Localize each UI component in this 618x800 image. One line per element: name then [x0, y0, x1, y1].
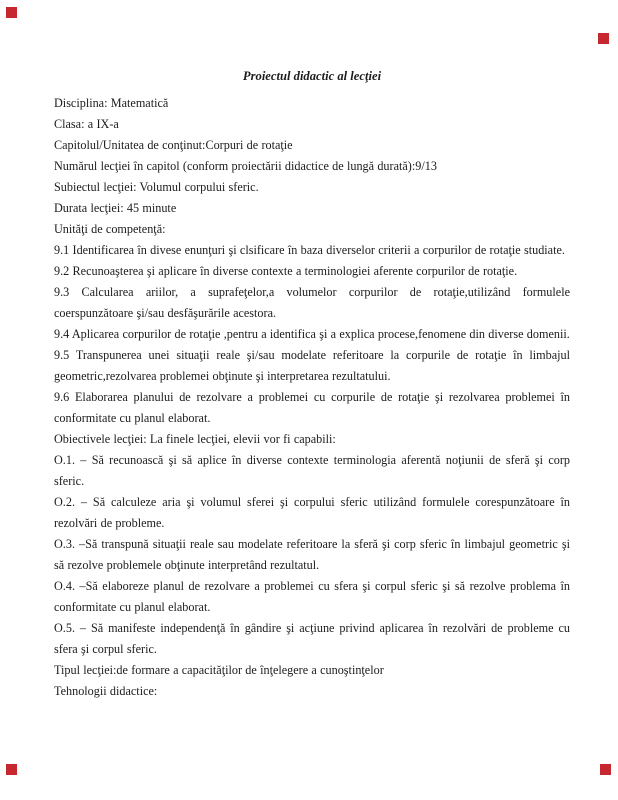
corner-marker-bottom-left	[6, 764, 17, 775]
field-chapter-content-unit: Capitolul/Unitatea de conţinut:Corpuri de rotaţie	[54, 138, 293, 152]
field-lesson-type: Tipul lecţiei:de formare a capacităţilor de înţelegere a cunoştinţelor	[54, 663, 384, 677]
field-class: Clasa: a IX-a	[54, 117, 119, 131]
competency-9-6: 9.6 Elaborarea planului de rezolvare a problemei cu corpurile de rotaţie şi rezolvarea problemei în conformitate cu planul elaborat.	[54, 390, 570, 425]
competency-9-4: 9.4 Aplicarea corpurilor de rotaţie ,pentru a identifica şi a explica procese,fenomene din diverse domenii.	[54, 327, 570, 341]
competency-9-1: 9.1 Identificarea în divese enunţuri şi clsificare în baza diverselor criterii a corpurilor de rotaţie studiate.	[54, 243, 565, 257]
competencies-heading: Unităţi de competenţă:	[54, 222, 166, 236]
field-didactic-technologies: Tehnologii didactice:	[54, 684, 158, 698]
objective-o-3: O.3. –Să transpună situaţii reale sau modelate referitoare la sferă şi corp sferic în limbajul geometric şi să rezolve problemele obţinute interpretând rezultatul.	[54, 537, 570, 572]
objective-o-4: O.4. –Să elaboreze planul de rezolvare a problemei cu sfera şi corpul sferic şi să rezolve problema în conformitate cu planul elaborat.	[54, 579, 570, 614]
objectives-heading: Obiectivele lecţiei: La finele lecţiei, elevii vor fi capabili:	[54, 432, 336, 446]
document-content	[54, 66, 570, 702]
corner-marker-top-right	[598, 33, 609, 44]
field-lesson-number: Numărul lecţiei în capitol (conform proiectării didactice de lungă durată):9/13	[54, 159, 437, 173]
objective-o-2: O.2. – Să calculeze aria şi volumul sferei şi corpului sferic utilizând formulele corespunzătoare în rezolvări de probleme.	[54, 495, 570, 530]
field-lesson-duration: Durata lecţiei: 45 minute	[54, 201, 177, 215]
competency-9-3: 9.3 Calcularea ariilor, a suprafeţelor,a volumelor corpurilor de rotaţie,utilizând formulele coerspunzătoare şi/sau desfăşurările acestora.	[54, 285, 570, 320]
field-lesson-subject: Subiectul lecţiei: Volumul corpului sferic.	[54, 180, 259, 194]
objective-o-1: O.1. – Să recunoască şi să aplice în diverse contexte terminologia aferentă noţiunii de sferă şi corp sferic.	[54, 453, 570, 488]
competency-9-2: 9.2 Recunoaşterea şi aplicare în diverse contexte a terminologiei aferente corpurilor de rotaţie.	[54, 264, 518, 278]
field-discipline: Disciplina: Matematică	[54, 96, 169, 110]
document-title: Proiectul didactic al lecţiei	[242, 69, 382, 83]
competency-9-5: 9.5 Transpunerea unei situaţii reale şi/sau modelate referitoare la corpurile de rotaţie în limbajul geometric,rezolvarea problemei obţinute şi interpretarea rezultatului.	[54, 348, 570, 383]
objective-o-5: O.5. – Să manifeste independenţă în gândire şi acţiune privind aplicarea în rezolvări de probleme cu sfera şi corpul sferic.	[54, 621, 570, 656]
corner-marker-top-left	[6, 7, 17, 18]
corner-marker-bottom-right	[600, 764, 611, 775]
